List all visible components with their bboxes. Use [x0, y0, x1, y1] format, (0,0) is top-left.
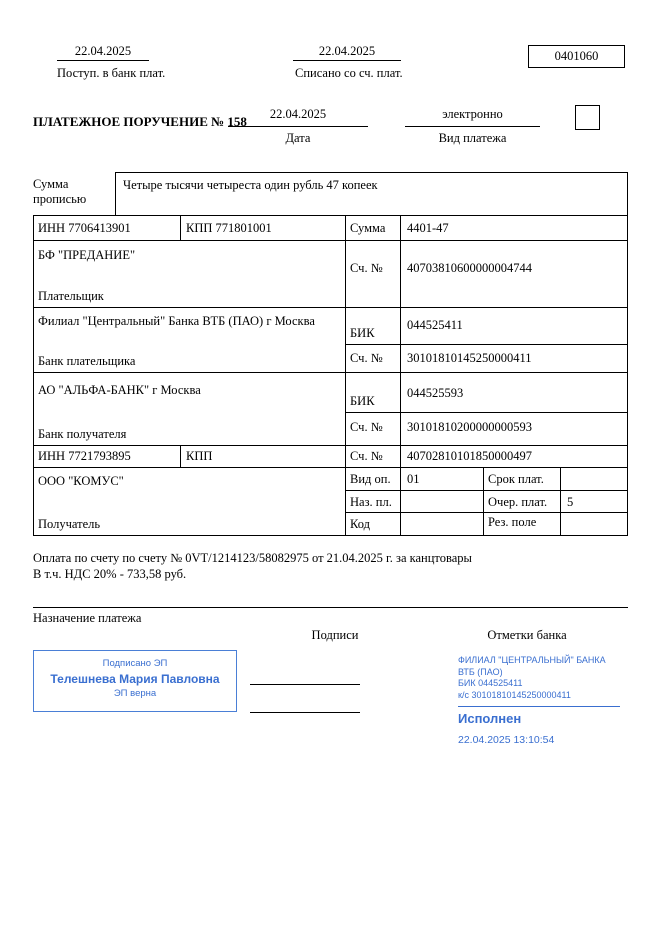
amount-words-label: [33, 177, 86, 207]
payment-term-label: Срок плат.: [484, 468, 561, 490]
received-date-field: 22.04.2025: [57, 44, 149, 61]
payee-bank-account-row: [346, 413, 627, 445]
payer-bank-bik-label: БИК: [346, 308, 401, 344]
payee-bank-bik-row: [346, 373, 627, 413]
op-type-value: 01: [401, 468, 484, 490]
priority-row: [346, 491, 627, 513]
bank-marks-label: Отметки банка: [487, 628, 567, 642]
payer-account-value: 40703810600000004744: [407, 261, 532, 275]
payee-bank-cell: [34, 373, 346, 445]
sum-value-cell: 4401-47: [407, 221, 449, 235]
purpose-label: Назначение платежа: [33, 611, 142, 625]
signer-name: Телешнева Мария Павловна: [50, 672, 220, 686]
payer-bank-name: Филиал "Центральный" Банка ВТБ (ПАО) г Москва: [38, 314, 315, 328]
payment-order-title: ПЛАТЕЖНОЕ ПОРУЧЕНИЕ № 158: [33, 114, 247, 129]
payer-bank-bik-value: 044525411: [407, 318, 463, 332]
bank-stamp-line3: БИК 044525411: [458, 678, 523, 688]
payment-kind-label: Вид платежа: [438, 131, 507, 145]
amount-words-value: Четыре тысячи четыреста один рубль 47 копеек: [115, 172, 628, 215]
purpose-line-1: Оплата по счету по счету № 0VT/1214123/58082975 от 21.04.2025 г. за канцтовары: [33, 551, 472, 565]
op-type-label: Вид оп.: [346, 468, 401, 490]
signature-line-2: [250, 712, 360, 713]
signatures-label: Подписи: [311, 628, 359, 642]
payee-account-label: Сч. №: [346, 446, 401, 467]
payee-bank-bik-value: 044525593: [407, 386, 464, 400]
payer-cell: [34, 241, 346, 307]
payer-bank-account-row: [346, 345, 627, 372]
operation-fields: [346, 468, 627, 535]
op-type-row: [346, 468, 627, 491]
reserve-field-label: Рез. поле: [484, 513, 561, 535]
payee-inn-row: [34, 446, 627, 468]
sum-label-cell: Сумма: [346, 216, 401, 240]
purpose-code-label: Наз. пл.: [346, 491, 401, 512]
code-row: [346, 513, 627, 535]
payee-row: [34, 468, 627, 536]
payer-bank-right: [346, 308, 627, 372]
payee-bank-account-value: 30101810200000000593: [407, 420, 532, 434]
debited-date-field: 22.04.2025: [293, 44, 401, 61]
payer-bank-row: [34, 308, 627, 373]
payer-bank-label: Банк плательщика: [38, 354, 136, 368]
payment-kind-field: электронно: [405, 107, 540, 127]
purpose-code-value: [401, 491, 484, 512]
priority-label: Очер. плат.: [484, 491, 561, 512]
amount-words-label-line2: прописью: [33, 192, 87, 206]
purpose-line-2: В т.ч. НДС 20% - 733,58 руб.: [33, 567, 187, 581]
debited-date-label: Списано со сч. плат.: [295, 66, 403, 80]
signature-stamp: [33, 650, 237, 712]
inn-kpp-sum-row: [34, 216, 627, 241]
bank-stamp-line2: ВТБ (ПАО): [458, 666, 503, 677]
payment-term-value: [561, 468, 627, 490]
payee-kpp-cell: КПП: [181, 446, 346, 467]
bank-stamp-line1: ФИЛИАЛ "ЦЕНТРАЛЬНЫЙ" БАНКА: [458, 655, 606, 665]
payer-bank-cell: [34, 308, 346, 372]
payee-name: ООО "КОМУС": [38, 474, 124, 488]
bank-stamp-datetime: 22.04.2025 13:10:54: [458, 733, 555, 746]
signature-line-1: [250, 684, 360, 685]
bank-stamp: [458, 655, 628, 746]
code-label: Код: [346, 513, 401, 535]
received-date-label: Поступ. в банк плат.: [57, 66, 166, 80]
payer-bank-bik-row: [346, 308, 627, 345]
corner-box: [575, 105, 600, 130]
payer-row: [34, 241, 627, 308]
payer-bank-account-label: Сч. №: [346, 345, 401, 372]
amount-words-label-line1: Сумма: [33, 177, 69, 191]
payee-inn-cell: ИНН 7721793895: [34, 446, 181, 467]
payee-bank-bik-label: БИК: [346, 373, 401, 412]
form-code-box: 0401060: [528, 45, 625, 68]
signed-ep-label: Подписано ЭП: [102, 658, 168, 669]
payer-label: Плательщик: [38, 289, 104, 303]
payer-bank-account-value: 30101810145250000411: [407, 351, 532, 365]
payer-name: БФ "ПРЕДАНИЕ": [38, 248, 136, 262]
bank-stamp-status: Исполнен: [458, 711, 522, 726]
bank-stamp-separator: [458, 706, 620, 707]
bank-stamp-line4: к/с 30101810145250000411: [458, 689, 571, 700]
payee-bank-account-label: Сч. №: [346, 413, 401, 445]
date-label: Дата: [285, 131, 311, 145]
payee-account-value: 40702810101850000497: [407, 449, 532, 463]
date-field: 22.04.2025: [228, 107, 368, 127]
payer-inn-cell: ИНН 7706413901: [34, 216, 181, 240]
reserve-field-value: [561, 513, 627, 535]
payer-kpp-cell: КПП 771801001: [181, 216, 346, 240]
payer-account-label: Сч. №: [346, 241, 401, 307]
purpose-separator: [33, 607, 628, 608]
payee-bank-label: Банк получателя: [38, 427, 127, 441]
payee-cell: [34, 468, 346, 535]
payee-bank-row: [34, 373, 627, 446]
payee-bank-right: [346, 373, 627, 445]
details-table: [33, 215, 628, 536]
priority-value: 5: [567, 495, 574, 509]
code-value: [401, 513, 484, 535]
payee-label: Получатель: [38, 517, 101, 531]
payee-bank-name: АО "АЛЬФА-БАНК" г Москва: [38, 383, 201, 397]
ep-valid-label: ЭП верна: [113, 688, 157, 699]
